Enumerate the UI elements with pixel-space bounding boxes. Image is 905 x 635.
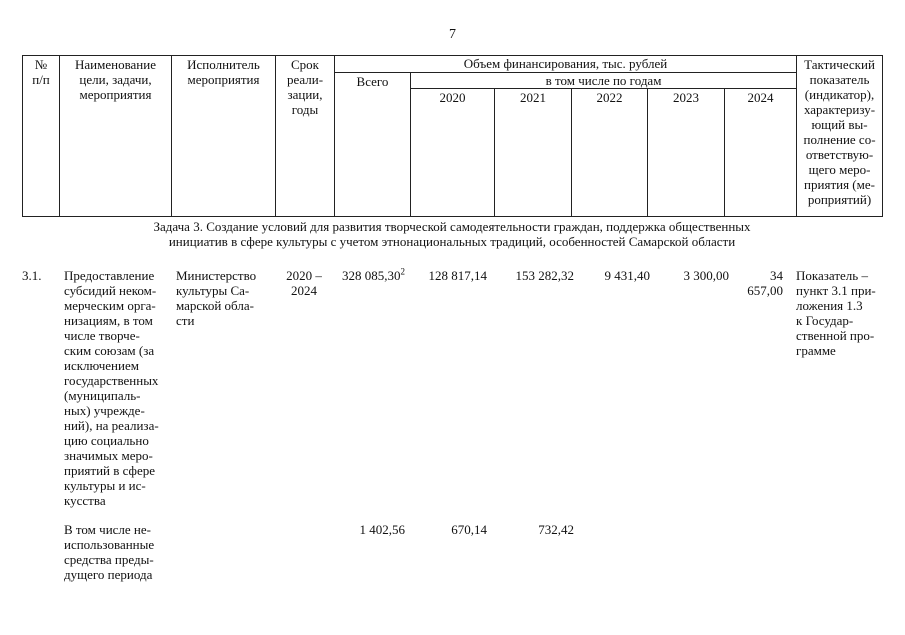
row-value-2021: 732,42 <box>538 522 574 537</box>
header-year-2021: 2021 <box>495 89 572 217</box>
header-year-2022: 2022 <box>572 89 648 217</box>
header-year-2023: 2023 <box>648 89 725 217</box>
table-row <box>22 522 882 592</box>
row-value-2024: 34 657,00 <box>747 268 783 298</box>
row-executor: Министерство культуры Са- марской обла- сти <box>176 268 257 328</box>
row-name: В том числе не- использованные средства преды- дущего периода <box>64 522 155 582</box>
header-year-2020: 2020 <box>411 89 495 217</box>
header-total: Всего <box>335 73 411 217</box>
row-total: 328 085,30$^2$ <box>342 266 405 283</box>
task-title: Задача 3. Создание условий для развития творческой самодеятельности граждан, поддержка общественных инициатив в сфере культуры с учетом этнонациональных традиций, особенностей Самарской области <box>153 219 751 249</box>
header-year-2024: 2024 <box>725 89 797 217</box>
row-total: 1 402,56 <box>359 522 405 537</box>
header-name: Наименование цели, задачи, мероприятия <box>60 56 172 217</box>
row-value-2022: 9 431,40 <box>604 268 650 283</box>
header-term: Срок реали- зации, годы <box>276 56 335 217</box>
row-num: 3.1. <box>22 268 42 283</box>
row-indicator: Показатель – пункт 3.1 при- ложения 1.3 к Государ- ственной про- грамме <box>796 268 876 358</box>
header-financing-title: Объем финансирования, тыс. рублей <box>335 56 797 73</box>
header-indicator: Тактический показатель (индикатор), характеризу- ющий вы- полнение со- ответствую- щего меро- приятия (ме- роприятий) <box>797 56 883 217</box>
row-value-2023: 3 300,00 <box>683 268 729 283</box>
header-by-years-title: в том числе по годам <box>411 73 797 89</box>
page-number: 7 <box>449 27 456 42</box>
row-term: 2020 – 2024 <box>286 268 322 298</box>
row-value-2020: 128 817,14 <box>428 268 487 283</box>
footnote-mark: 2 <box>400 266 405 277</box>
header-executor: Исполнитель мероприятия <box>172 56 276 217</box>
row-name: Предоставление субсидий неком- мерческим орга- низациям, в том числе творче- ским союзам (за исключением государственных (муниципаль- ных) учрежде- ний), на реализа- цию социально значимых меро- приятий в сфере культуры и ис- кусства <box>64 268 159 508</box>
row-value-2020: 670,14 <box>451 522 487 537</box>
header-num: № п/п <box>23 56 60 217</box>
table-header <box>22 55 883 217</box>
row-value-2021: 153 282,32 <box>515 268 574 283</box>
table-row <box>22 268 882 528</box>
